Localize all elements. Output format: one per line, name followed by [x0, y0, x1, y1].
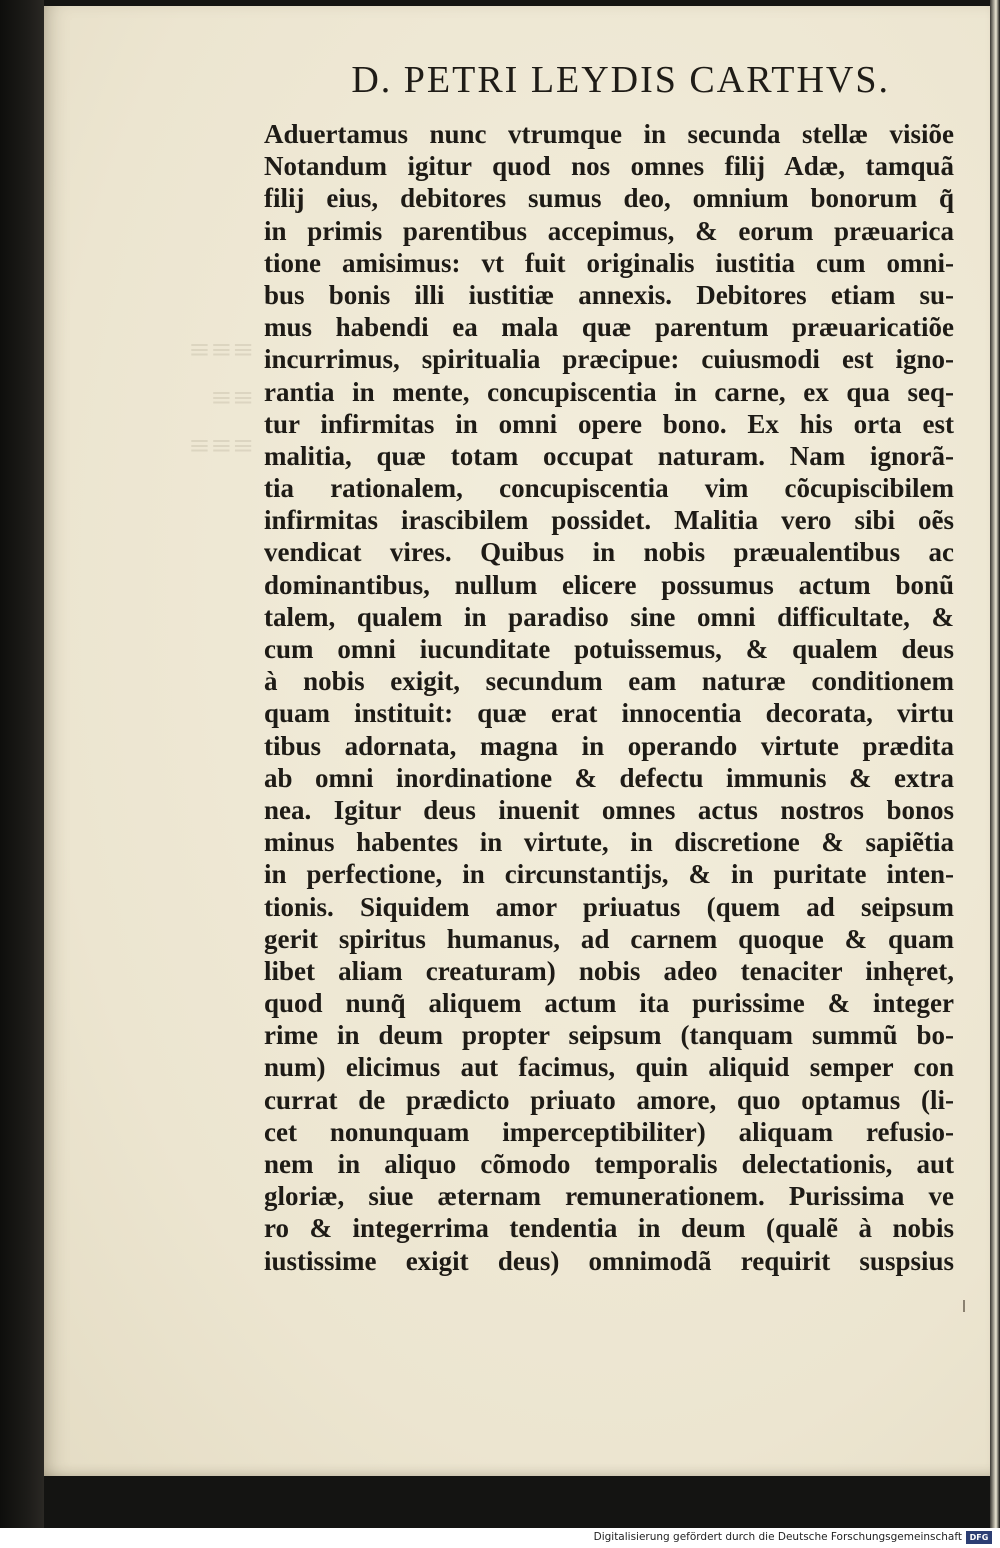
text-line: in perfectione, in circunstantijs, & in puritate inten-: [264, 859, 954, 890]
text-line: tione amisimus: vt fuit originalis iustitia cum omni-: [264, 247, 954, 278]
text-line: Notandum igitur quod nos omnes filij Adæ, tamquã: [264, 151, 954, 182]
text-line: num) elicimus aut facimus, quin aliquid semper con: [264, 1052, 954, 1083]
margin-mark: [963, 1300, 965, 1312]
scan-right-edge: [990, 0, 1000, 1528]
text-line: Aduertamus nunc vtrumque in secunda stellæ visiõe: [264, 119, 954, 149]
text-line: iustissime exigit deus) omnimodã requirit suspsius: [264, 1245, 954, 1276]
text-line: nem in aliquo cõmodo temporalis delectationis, aut: [264, 1149, 954, 1179]
text-line: nea. Igitur deus inuenit omnes actus nostros bonos: [264, 794, 954, 825]
footer-bar: [0, 1528, 1000, 1548]
text-line: incurrimus, spiritualia præcipue: cuiusmodi est igno-: [264, 344, 954, 375]
text-line: gloriæ, siue æternam remunerationem. Purissima ve: [264, 1181, 954, 1212]
text-line: quam instituit: quæ erat innocentia decorata, virtu: [264, 698, 954, 729]
running-head: D. PETRI LEYDIS CARTHVS.: [351, 59, 890, 101]
text-line: tionis. Siquidem amor priuatus (quem ad seipsum: [264, 891, 954, 922]
text-line: mus habendi ea mala quæ parentum præuaricatiõe: [264, 312, 954, 343]
text-line: vendicat vires. Quibus in nobis præualentibus ac: [264, 537, 954, 568]
text-line: tia rationalem, concupiscentia vim cõcupiscibilem: [264, 473, 954, 504]
text-line: bus bonis illi iustitiæ annexis. Debitores etiam su-: [264, 279, 954, 310]
text-line: dominantibus, nullum elicere possumus actum bonũ: [264, 569, 954, 600]
scan-left-edge: [0, 0, 44, 1528]
text-line: minus habentes in virtute, in discretione & sapiẽtia: [264, 827, 954, 858]
text-line: tibus adornata, magna in operando virtute prædita: [264, 730, 954, 761]
text-line: quod nunq̃ aliquem actum ita purissime & integer: [264, 988, 954, 1019]
text-line: rantia in mente, concupiscentia in carne, ex qua seq-: [264, 376, 954, 407]
text-line: cet nonunquam imperceptibiliter) aliquam refusio-: [264, 1116, 954, 1147]
dfg-logo-icon: DFG: [966, 1531, 992, 1544]
text-line: tur infirmitas in omni opere bono. Ex his orta est: [264, 408, 954, 439]
text-line: currat de prædicto priuato amore, quo optamus (li-: [264, 1084, 954, 1115]
text-line: ab omni inordinatione & defectu immunis & extra: [264, 762, 954, 793]
text-line: gerit spiritus humanus, ad carnem quoque & quam: [264, 923, 954, 954]
text-line: à nobis exigit, secundum eam naturæ conditionem: [264, 666, 954, 697]
text-line: cum omni iucunditate potuissemus, & qualem deus: [264, 634, 954, 664]
text-line: talem, qualem in paradiso sine omni difficultate, &: [264, 601, 954, 632]
text-line: malitia, quæ totam occupat naturam. Nam ignorã-: [264, 440, 954, 471]
funding-credit: Digitalisierung gefördert durch die Deutsche Forschungsgemeinschaft: [593, 1531, 962, 1543]
show-through-bleed: ≡≡≡ ≡≡ ≡≡≡: [188, 335, 254, 461]
text-line: in primis parentibus accepimus, & eorum præuarica: [264, 215, 954, 246]
text-line: ro & integerrima tendentia in deum (qualẽ à nobis: [264, 1213, 954, 1244]
body-text: [264, 118, 954, 1277]
text-line: infirmitas irascibilem possidet. Malitia vero sibi oẽs: [264, 505, 954, 536]
text-line: filij eius, debitores sumus deo, omnium bonorum q̃: [264, 183, 954, 214]
text-line: rime in deum propter seipsum (tanquam summũ bo-: [264, 1020, 954, 1051]
text-line: libet aliam creaturam) nobis adeo tenaciter inhęret,: [264, 955, 954, 986]
